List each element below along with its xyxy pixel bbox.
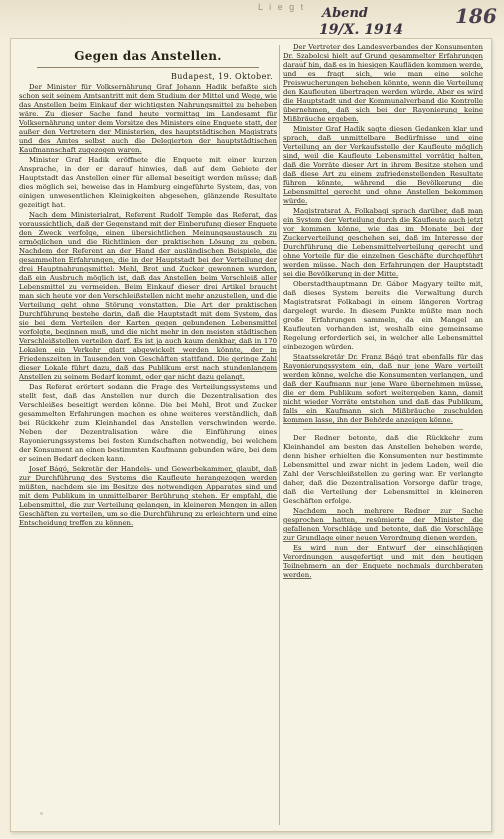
paper-speckle: [40, 812, 43, 815]
article-paragraph: Staatssekretär Dr. Franz Bágó trat ebenfalls für das Rayonierungssystem ein, daß nur jene Ware verteilt werden könne, welche die Konsumenten verlangen, und daß der Kaufmann nur jene Ware übernehmen müsse, die er dem Publikum sofort weitergeben kann, damit nicht wieder Vorräte entstehen und daß das Publikum, falls ein Kaufmann sich Mißbräuche zuschulden kommen lasse, ihn der Behörde anzeigen könne.: [283, 353, 483, 424]
article-paragraph: Der Redner betonte, daß die Rückkehr zum Kleinhandel am besten das Anstellen beheben werde, denn bisher erhielten die Konsumenten nur bestimmte Lebensmittel und zwar nicht in jedem Laden, weil die Zahl der Verschleißstellen zu gering war. Er verlangte daher, daß die Dezentralisation Vorsorge dafür trage, daß die Verteilung der Lebensmittel in kleineren Geschäften erfolge.: [283, 434, 483, 505]
article-column-left: [19, 43, 277, 827]
article-paragraph: Nach dem Ministerialrat, Referent Rudolf Temple das Referat, das voraussichtlich, daß der Gegenstand mit der Einberufung dieser Enquete den Zweck verfolge, einen übersichtlichen Meinungsaustausch zu ermöglichen und die Richtlinien der praktischen Lösung zu geben. Nachdem der Referent an der Hand der ausländischen Beispiele, die gesammelten Erfahrungen, die in der Hauptstadt bei der Verteilung der drei Hauptnahrungsmittel: Mehl, Brot und Zucker gewonnen wurden, daß ein Ausbruch möglich ist, daß das Anstellen beim Verschleiß aller Lebensmittel zu vermeiden. Beim Einkauf dieser drei Artikel braucht man sich heute vor den Verschleißstellen nicht mehr anzustellen, und die Verteilung geht ohne Störung vonstatten. Die Art der praktischen Durchführung bestehe darin, daß die Hauptstadt mit dem System, das sie bei dem Verteilen der Karten gegen gebundenen Lebensmittel vorfolgte, beginnen muß, und die nicht mehr in den meisten städtischen Verschleißstellen verteilen darf. Es ist ja auch kaum denkbar, daß in 170 Lokalen ein Verkehr glatt abgewickelt werden könnte, der in Friedenszeiten in Tausenden von Geschäften stattfand. Die geringe Zahl dieser Lokale führt dazu, daß das Publikum erst nach stundenlangem Anstellen zu seinem Bedarf kommt, oder gar nicht dazu gelangt.: [19, 211, 277, 381]
article-paragraph: Josef Bágó, Sekretär der Handels- und Gewerbekammer, glaubt, daß zur Durchführung des Systems die Kaufleute herangezogen werden müßten, nachdem sie im Besitze des notwendigen Apparates sind und mit dem Publikum in unmittelbarer Berührung stehen. Er empfahl, die Lebensmittel, die zur Verteilung gelangen, in kleineren Mengen in allen Geschäften zu verteilen, um so die Durchführung zu erleichtern und eine Entscheidung treffen zu können.: [19, 465, 277, 527]
paper-speckle: [300, 60, 302, 62]
article-paragraph: Oberstadthauptmann Dr. Gábor Magyary teilte mit, daß dieses System bereits die Verwaltung durch Magistratsrat Folkabagi in einem längeren Vortrag dargelegt wurde. In diesem Punkte müßte man noch große Erfahrungen sammeln, da ein Mangel an Kaufleuten vorhanden ist, weshalb eine gemeinsame Regelung erforderlich sei, in welcher alle Lebensmittel einbezogen würden.: [283, 280, 483, 351]
article-paragraph: Der Vertreter des Landesverbandes der Konsumenten Dr. Szabolcsi hielt auf Grund gesammelter Erfahrungen darauf hin, daß es in hiesigen Kaufläden kommen werde, und es fragt sich, wie man eine solche Preiswucherungen beheben könnte, wenn die Verteilung den Kaufleuten übertragen werden würde. Aber es wird die Hauptstadt und der Kommunalverband die Kontrolle übernehmen, daß sich bei der Rayonierung keine Mißbräuche ergeben.: [283, 43, 483, 123]
newspaper-clipping: [10, 38, 492, 832]
handwritten-title: Abend: [322, 6, 368, 21]
article-paragraph: Minister Graf Hadik sagte diesen Gedanken klar und sprach, daß unmittelbare Bedürfnisse und eine Verteilung an der Verkaufsstelle der Kaufleute möglich sind, weil die Kaufleute Lebensmittel vorrätig halten, daß die Vorräte dieser Art in ihrem Besitze stehen und daß diese Art zu einem zufriedenstellenden Resultate führen könnte, während die Bevölkerung die Lebensmittel gerecht und ohne Anstellen bekommen würde.: [283, 125, 483, 205]
article-paragraph: Nachdem noch mehrere Redner zur Sache gesprochen hatten, resümierte der Minister die gefallenen Vorschläge und betonte, daß die Vorschläge zur Grundlage einer neuen Verordnung dienen werden.: [283, 507, 483, 542]
section-rule: [303, 429, 463, 430]
handwritten-date: 19/X. 1914: [319, 22, 404, 38]
article-paragraph: Minister Graf Hadik eröffnete die Enquete mit einer kurzen Ansprache, in der er darauf hinwies, daß auf dem Gebiete der Hauptstadt das Anstellen einer für allemal beseitigt werden müsse; daß dies möglich sei, beweise das in Hamburg eingeführte System, das, von einigen unwesentlichen Kleinigkeiten abgesehen, glänzende Resultate gezeitigt hat.: [19, 156, 277, 209]
article-paragraph: Der Minister für Volksernährung Graf Johann Hadik befaßte sich schon seit seinem Amtsantritt mit dem Studium der Mittel und Wege, wie das Anstellen beim Einkauf der wichtigsten Nahrungsmittel zu beheben wäre. Zu dieser Sache fand heute vormittag im Landesamt für Volksernährung unter dem Vorsitze des Ministers eine Enquete statt, der außer den Vertretern der Ministerien, des hauptstädtischen Magistrats und des Amtes selbst auch die Delegierten der hauptstädtischen Kaufmannschaft zugezogen waren.: [19, 83, 277, 154]
article-dateline: Budapest, 19. Oktober.: [170, 72, 273, 81]
bleed-through-text: L i e g t: [258, 2, 306, 12]
article-paragraph: Es wird nun der Entwurf der einschlägigen Verordnungen ausgefertigt und mit den heutigen Teilnehmern an der Enquete nochmals durchberaten werden.: [283, 544, 483, 579]
column-divider: [279, 45, 280, 825]
article-column-right: [283, 43, 483, 827]
handwritten-page-number: 186: [455, 4, 497, 28]
article-paragraph: Magistratsrat A. Folkabagi sprach darüber, daß man ein System der Verteilung durch die Kaufleute auch jetzt vor kommen könne, wie das im Monate bei der Zuckerverteilung geschehen sei, daß im Interesse der Durchführung die Lebensmittelverteilung gerecht und ohne Vorteile für die einzelnen Geschäfte durchgeführt werden müsse. Nach den Erfahrungen der Hauptstadt sei die Bevölkerung in der Mitte.: [283, 207, 483, 278]
headline-rule: [37, 67, 259, 68]
page-top-edge: [0, 0, 504, 40]
article-paragraph: Das Referat erörtert sodann die Frage des Verteilungssystems und stellt fest, daß das Anstellen nur durch die Dezentralisation des Verschleißes beseitigt werden könne. Die bei Mehl, Brot und Zucker gesammelten Erfahrungen machen es ohne weiteres verständlich, daß bei Rückkehr zum Kleinhandel das Anstellen verschwinden werde. Neben der Dezentralisation wäre die Einführung eines Rayonierungssystems bei festen Kundschaften notwendig, bei welchem der Konsument an einen bestimmten Kaufmann gebunden wäre, bei dem er seinen Bedarf decken kann.: [19, 383, 277, 463]
article-headline: Gegen das Anstellen.: [74, 49, 222, 63]
